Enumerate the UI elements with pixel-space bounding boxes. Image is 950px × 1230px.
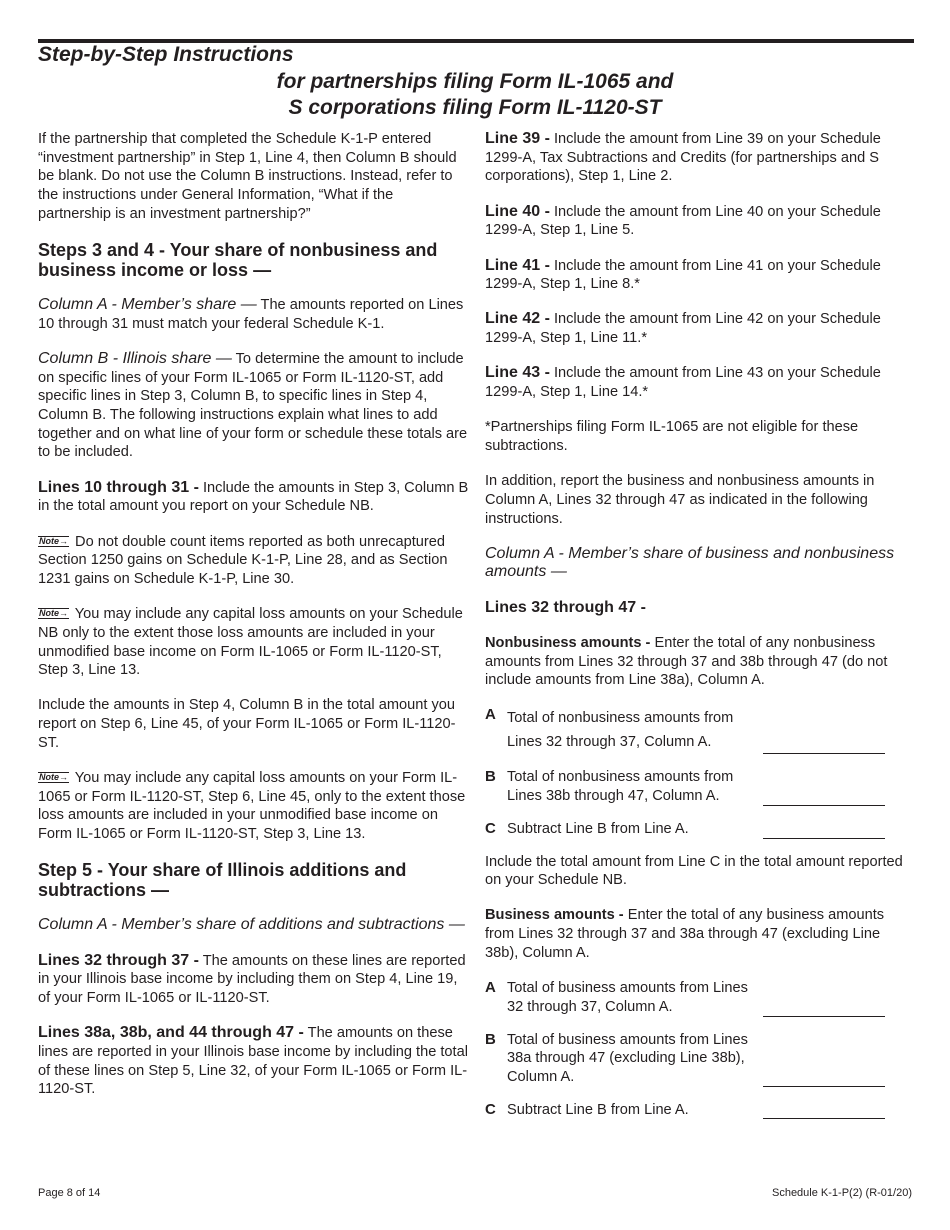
nonbusiness-line-a-field[interactable] <box>763 752 885 754</box>
note-1-paragraph: Note→ Do not double count items reported as both unrecaptured Section 1250 gains on Schedule K-1-P, Line 28, and as Section 1231 gains on Schedule K-1-P, Line 30. <box>38 533 448 587</box>
note-icon: Note→ <box>39 535 68 546</box>
nonbusiness-paragraph: Nonbusiness amounts - Enter the total of any nonbusiness amounts from Lines 32 through 37 and 38b through 47 (do not include amounts from Line 38a), Column A. <box>485 634 888 689</box>
page-subtitle-line-1: for partnerships filing Form IL-1065 and <box>276 70 674 93</box>
nonbusiness-line-a: A Total of nonbusiness amounts from Lines 32 through 37, Column A. <box>485 706 915 754</box>
note-2-paragraph: Note→ You may include any capital loss amounts on your Schedule NB only to the extent those loss amounts are included in your unmodified base income on Form IL-1065 or Form IL-1120-ST, Step 3, Line 13. <box>38 606 463 679</box>
column-a-label: Column A - Member’s share — <box>38 296 257 314</box>
lines-32-37-label: Lines 32 through 37 - <box>38 951 199 969</box>
nonbusiness-line-c: C Subtract Line B from Line A. <box>485 820 915 839</box>
business-paragraph: Business amounts - Enter the total of any business amounts from Lines 32 through 37 and 38a through 47 (excluding Line 38b), Column A. <box>485 907 885 961</box>
line-39-paragraph: Line 39 - Include the amount from Line 39 on your Schedule 1299-A, Tax Subtractions and Credits (for partnerships and S corporations), Step 1, Line 2. <box>485 130 881 185</box>
column-b-label: Column B - Illinois share — <box>38 349 232 367</box>
note-icon: Note→ <box>39 772 68 783</box>
step-5-heading: Step 5 - Your share of Illinois additions and subtractions — <box>38 860 407 901</box>
intro-paragraph: If the partnership that completed the Schedule K-1-P entered “investment partnership” in Step 1, Line 4, then Column B should be blank. Do not use the Column B instructions. Instead, refer to the instructions under General Information, “What if the partnership is an investment partnership?” <box>38 131 457 222</box>
line-42-paragraph: Line 42 - Include the amount from Line 42 on your Schedule 1299-A, Step 1, Line 11.* <box>485 310 881 347</box>
footnote: *Partnerships filing Form IL-1065 are not eligible for these subtractions. <box>485 419 859 454</box>
step-4-paragraph: Include the amounts in Step 4, Column B in the total amount you report on Step 6, Line 45, of your Form IL-1065 or Form IL-1120-ST. <box>38 697 456 751</box>
business-line-a-field[interactable] <box>763 1015 885 1017</box>
page-title: Step-by-Step Instructions <box>38 43 294 66</box>
lines-32-37-paragraph: Lines 32 through 37 - The amounts on these lines are reported in your Illinois base income by including them on Step 4, Line 19, of your Form IL-1065 or IL-1120-ST. <box>38 951 466 1006</box>
nonbusiness-line-b-field[interactable] <box>763 804 885 806</box>
business-line-a: A Total of business amounts from Lines 32 through 37, Column A. <box>485 979 915 1016</box>
business-line-c-field[interactable] <box>763 1117 885 1119</box>
business-line-b: B Total of business amounts from Lines 38a through 47 (excluding Line 38b), Column A. <box>485 1031 915 1087</box>
column-a-paragraph: Column A - Member’s share — The amounts reported on Lines 10 through 31 must match your federal Schedule K-1. <box>38 296 464 332</box>
left-column <box>38 130 470 1116</box>
right-column <box>485 130 915 1133</box>
nonbusiness-line-b: B Total of nonbusiness amounts from Lines 38b through 47, Column A. <box>485 768 915 805</box>
addition-paragraph: In addition, report the business and nonbusiness amounts in Column A, Lines 32 through 47 as indicated in the following instructions. <box>485 473 875 527</box>
page-number: Page 8 of 14 <box>38 1187 101 1199</box>
line-40-paragraph: Line 40 - Include the amount from Line 40 on your Schedule 1299-A, Step 1, Line 5. <box>485 202 881 239</box>
lines-38-label: Lines 38a, 38b, and 44 through 47 - <box>38 1024 304 1042</box>
line-41-paragraph: Line 41 - Include the amount from Line 41 on your Schedule 1299-A, Step 1, Line 8.* <box>485 256 881 293</box>
column-a-business-heading: Column A - Member’s share of business and nonbusiness amounts — <box>485 544 895 581</box>
lines-10-31-paragraph: Lines 10 through 31 - Include the amounts in Step 3, Column B in the total amount you report on your Schedule NB. <box>38 478 469 515</box>
lines-38-paragraph: Lines 38a, 38b, and 44 through 47 - The amounts on these lines are reported in your Illinois base income by including the total of these lines on Step 5, Line 32, of your Form IL-1065 or Form IL-1120-ST. <box>38 1024 468 1098</box>
note-icon: Note→ <box>39 608 68 619</box>
nonbusiness-line-c-field[interactable] <box>763 837 885 839</box>
lines-10-31-label: Lines 10 through 31 - <box>38 478 199 496</box>
business-line-b-field[interactable] <box>763 1085 885 1087</box>
form-id: Schedule K-1-P(2) (R-01/20) <box>771 1187 912 1199</box>
column-b-paragraph: Column B - Illinois share — To determine the amount to include on specific lines of your Form IL-1065 or Form IL-1120-ST, add specific lines in Step 3, Column B, to specific lines in Step 4, Column B. The following instructions explain what lines to add together and on what line of your form or schedule these totals are to be included. <box>38 349 468 461</box>
line-43-paragraph: Line 43 - Include the amount from Line 43 on your Schedule 1299-A, Step 1, Line 14.* <box>485 364 881 401</box>
page-subtitle-line-2: S corporations filing Form IL-1120-ST <box>288 96 662 119</box>
steps-3-4-heading: Steps 3 and 4 - Your share of nonbusiness and business income or loss — <box>38 240 438 281</box>
step-5-column-a: Column A - Member’s share of additions and subtractions — <box>38 916 465 934</box>
nonbusiness-total-paragraph: Include the total amount from Line C in the total amount reported on your Schedule NB. <box>485 853 903 889</box>
note-3-paragraph: Note→ You may include any capital loss amounts on your Form IL-1065 or Form IL-1120-ST, Step 6, Line 45, only to the extent those loss amounts are included in your unmodified base income on Form IL-1065 or Form IL-1120-ST, Step 3, Line 13. <box>38 770 466 843</box>
lines-32-47-heading: Lines 32 through 47 - <box>485 598 646 616</box>
business-line-c: C Subtract Line B from Line A. <box>485 1101 915 1120</box>
